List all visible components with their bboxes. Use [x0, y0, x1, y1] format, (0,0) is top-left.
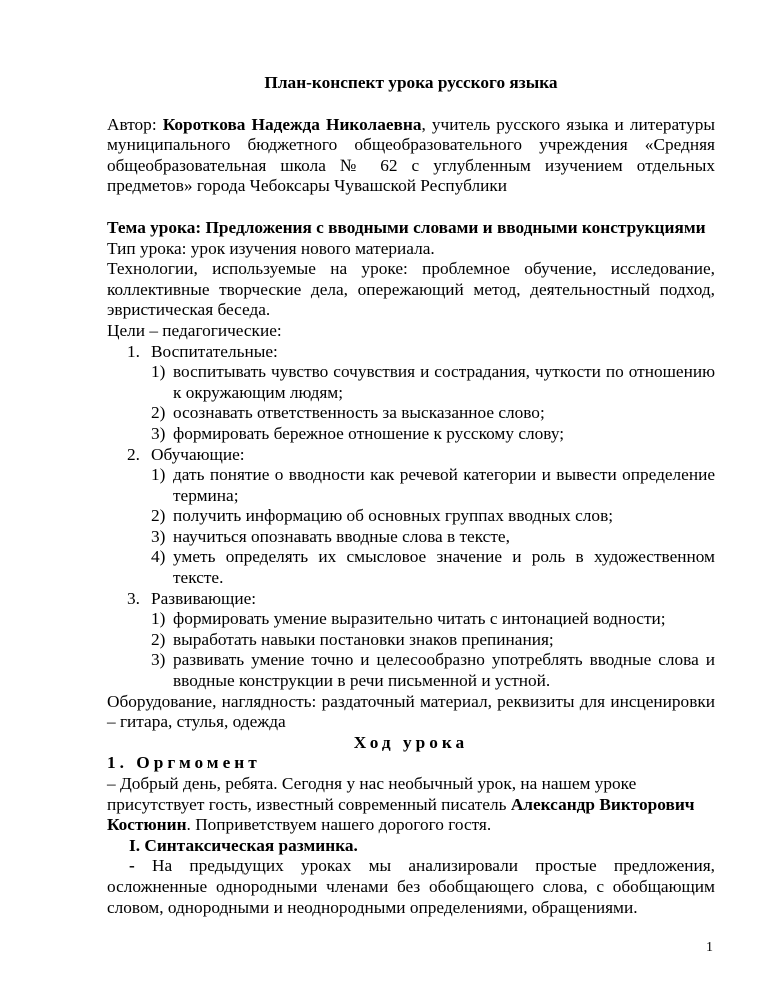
author-name: Короткова Надежда Николаевна — [162, 114, 422, 134]
goal-item-text: научиться опознавать вводные слова в тексте, — [173, 526, 510, 546]
goal-item — [107, 609, 715, 630]
document-title: План-конспект урока русского языка — [264, 73, 558, 92]
goal-group-number: 3. — [127, 588, 140, 608]
goal-items — [107, 609, 715, 691]
goals-list — [107, 589, 715, 610]
goal-item-text: дать понятие о вводности как речевой категории и вывести определение термина; — [173, 465, 715, 505]
author-prefix: Автор: — [107, 114, 163, 134]
author-details: , учитель русского языка и литературы муниципального бюджетного общеобразовательного учреждения «Средняя общеобразовательная школа № 62 с углубленным изучением отдельных предметов» города Чебоксары Чувашской Республики — [107, 114, 716, 196]
warmup-text: На предыдущих уроках мы анализировали простые предложения, осложненные однородными членами без обобщающего слова, с обобщающим словом, однородными и неоднородными определениями, обращениями. — [107, 856, 716, 917]
goal-item-text: формировать умение выразительно читать с интонацией водности; — [173, 609, 666, 629]
goals-label: Цели – педагогические: — [107, 320, 282, 340]
goal-item-number: 2) — [151, 403, 166, 423]
goal-group-label: Воспитательные: — [151, 341, 278, 361]
goal-item — [107, 362, 715, 403]
goal-group-number: 2. — [127, 444, 140, 464]
warmup-dash: - — [129, 856, 152, 876]
course-heading: Ход урока — [353, 732, 469, 752]
greeting-end: . Поприветствуем нашего дорогого гостя. — [186, 815, 492, 835]
goal-item-number: 3) — [151, 650, 166, 670]
section-orgmoment-heading: 1. Оргмомент — [107, 753, 261, 773]
goal-item-text: воспитывать чувство сочувствия и сострадания, чуткости по отношению к окружающим людям; — [173, 362, 715, 402]
goal-item — [107, 506, 715, 527]
goal-item — [107, 424, 715, 445]
warmup-paragraph — [107, 856, 715, 918]
page-number: 1 — [706, 940, 713, 955]
goal-item — [107, 527, 715, 548]
lesson-topic: Тема урока: Предложения с вводными словами и вводными конструкциями — [107, 217, 706, 237]
guest-name: Александр Викторович Костюнин — [107, 794, 695, 835]
goal-item-number: 3) — [151, 526, 166, 546]
goal-item-text: развивать умение точно и целесообразно употреблять вводные слова и вводные конструкции в речи письменной и устной. — [173, 650, 715, 691]
goal-group — [107, 445, 715, 466]
goal-item — [107, 630, 715, 651]
goal-item — [107, 465, 715, 506]
goal-group — [107, 589, 715, 610]
goal-item-text: осознавать ответственность за высказанное слово; — [173, 403, 545, 423]
equipment-paragraph: Оборудование, наглядность: раздаточный материал, реквизиты для инсценировки – гитара, стулья, одежда — [107, 691, 715, 732]
goal-items — [107, 465, 715, 589]
goal-group-label: Развивающие: — [151, 588, 257, 608]
goal-item-number: 1) — [151, 465, 166, 485]
goals-list — [107, 445, 715, 466]
lesson-type: Тип урока: урок изучения нового материала. — [107, 238, 435, 258]
greeting-paragraph — [107, 774, 715, 836]
greeting-text: – Добрый день, ребята. Сегодня у нас необычный урок, на нашем уроке присутствует гость, известный современный писатель — [107, 774, 637, 814]
goal-item-number: 1) — [151, 362, 166, 382]
goal-item-number: 4) — [151, 547, 166, 567]
goal-item-text: выработать навыки постановки знаков препинания; — [173, 629, 554, 649]
lesson-technologies: Технологии, используемые на уроке: проблемное обучение, исследование, коллективные творческие дела, опережающий метод, деятельностный подход, эвристическая беседа. — [107, 259, 715, 320]
goal-item-number: 3) — [151, 423, 166, 443]
goal-item-text: получить информацию об основных группах вводных слов; — [173, 506, 614, 526]
author-paragraph — [107, 115, 715, 197]
goal-group-label: Обучающие: — [151, 444, 245, 464]
goal-item-number: 1) — [151, 609, 166, 629]
section-warmup-heading: I. Синтаксическая разминка. — [129, 835, 358, 855]
goal-item-number: 2) — [151, 629, 166, 649]
goal-item-number: 2) — [151, 506, 166, 526]
goal-items — [107, 362, 715, 444]
goal-item — [107, 547, 715, 588]
goal-item-text: формировать бережное отношение к русскому слову; — [173, 423, 565, 443]
goal-group — [107, 342, 715, 363]
goal-group-number: 1. — [127, 341, 140, 361]
document-body — [107, 73, 715, 918]
goal-item — [107, 403, 715, 424]
goals-list — [107, 342, 715, 363]
goal-item-text: уметь определять их смысловое значение и роль в художественном тексте. — [173, 547, 715, 588]
goal-item — [107, 650, 715, 691]
